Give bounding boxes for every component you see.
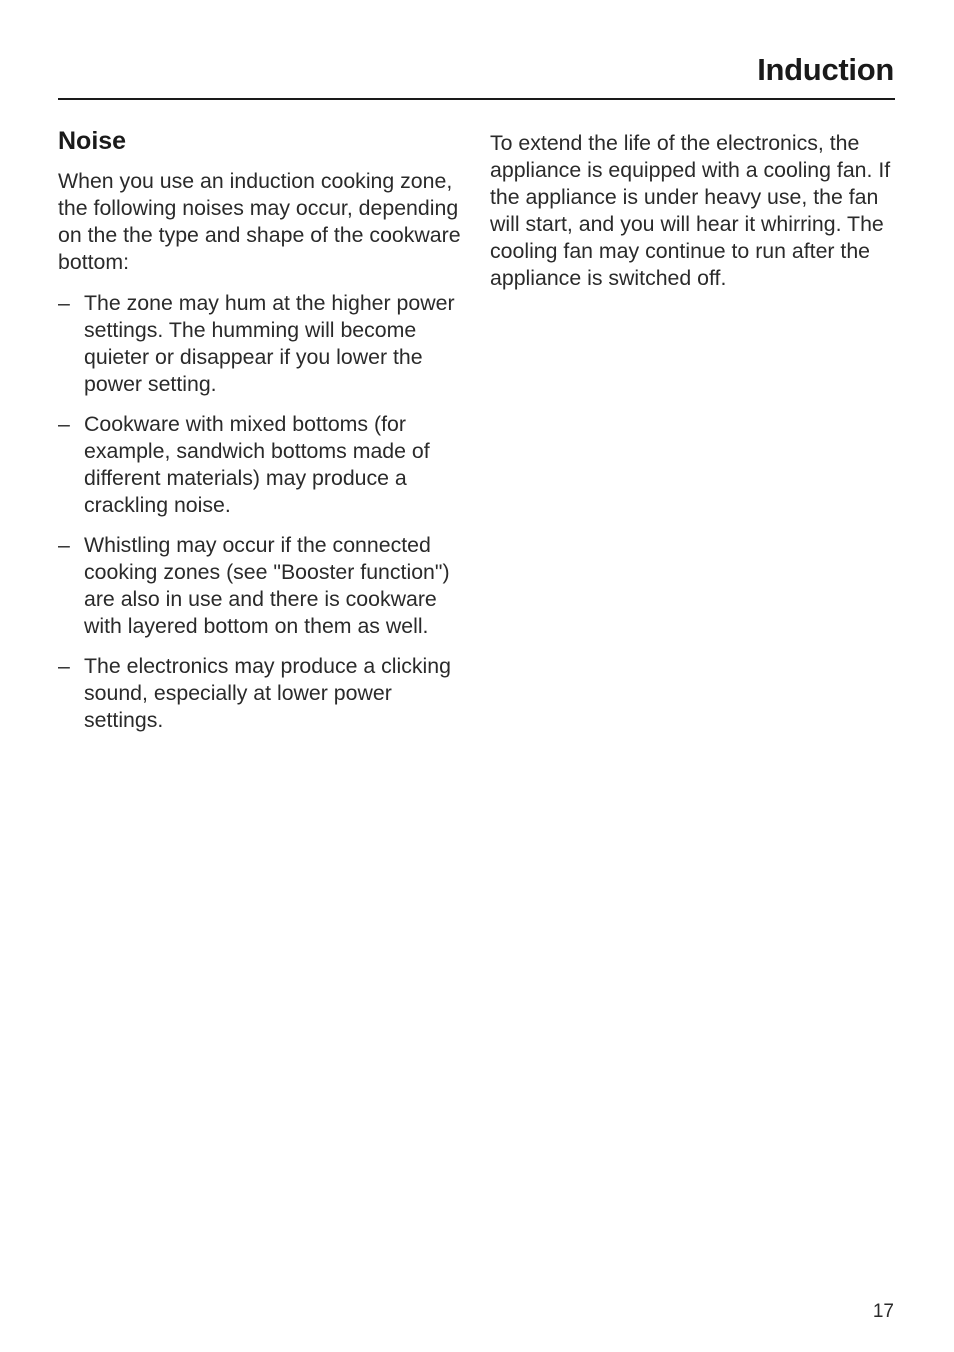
left-column <box>58 124 468 747</box>
list-item <box>58 290 468 398</box>
intro-paragraph: When you use an induction cooking zone, the following noises may occur, depending on the the type and shape of the cookware bottom: <box>58 169 461 274</box>
noise-bullet-list <box>58 290 468 734</box>
bullet-dash: – <box>58 533 70 557</box>
bullet-dash: – <box>58 291 70 315</box>
list-item <box>58 532 468 640</box>
list-item <box>58 653 468 734</box>
header-divider <box>58 98 895 100</box>
cooling-fan-paragraph: To extend the life of the electronics, the appliance is equipped with a cooling fan. If the appliance is under heavy use, the fan will start, and you will hear it whirring. The cooling fan may continue to run after the appliance is switched off. <box>490 131 891 290</box>
bullet-dash: – <box>58 654 70 678</box>
bullet-text: Whistling may occur if the connected cooking zones (see "Booster function") are also in use and there is cookware with layered bottom on them as well. <box>84 533 450 638</box>
bullet-text: Cookware with mixed bottoms (for example, sandwich bottoms made of different materials) may produce a crackling noise. <box>84 412 430 517</box>
page-number: 17 <box>872 1301 894 1322</box>
section-title-noise: Noise <box>58 127 127 155</box>
bullet-text: The zone may hum at the higher power settings. The humming will become quieter or disappear if you lower the power setting. <box>84 291 455 396</box>
right-column <box>490 130 898 292</box>
bullet-text: The electronics may produce a clicking sound, especially at lower power settings. <box>84 654 451 732</box>
bullet-dash: – <box>58 412 70 436</box>
list-item <box>58 411 468 519</box>
page-header-title: Induction <box>757 52 894 87</box>
